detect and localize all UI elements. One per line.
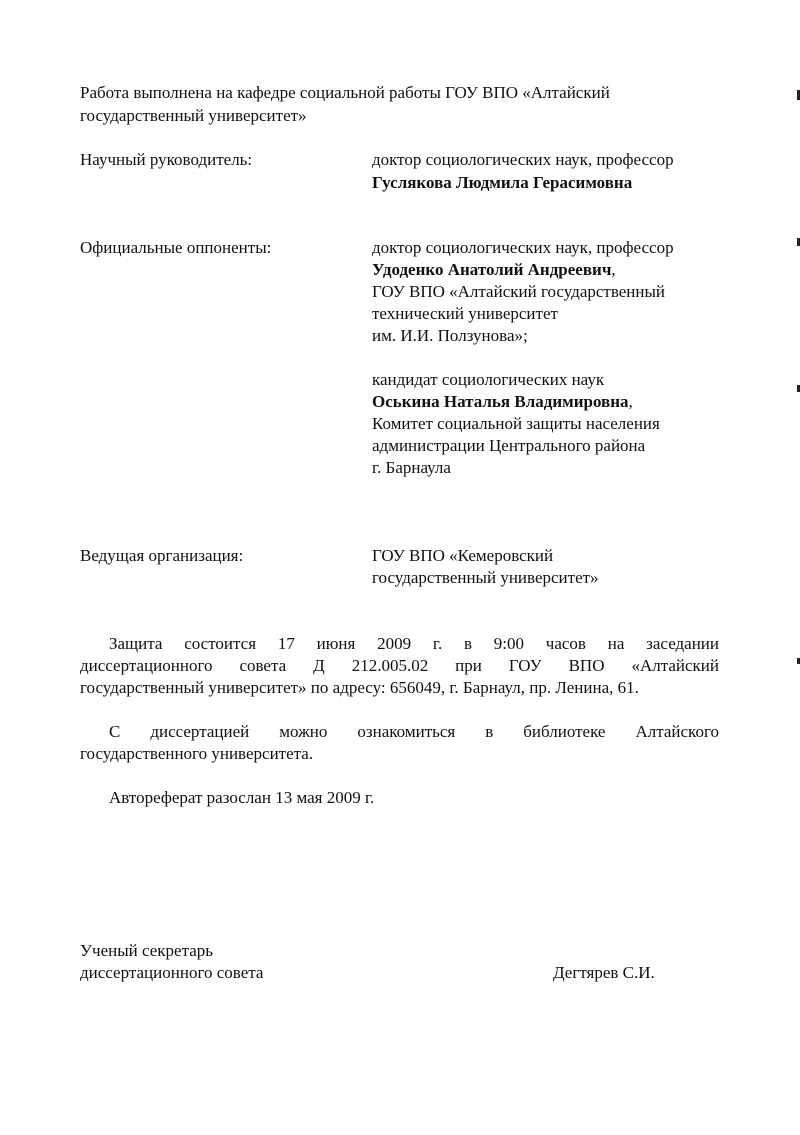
opponent-1-org-line-2: технический университет <box>372 304 558 323</box>
opponent-2-org-line-1: Комитет социальной защиты населения <box>372 414 660 433</box>
supervisor-label: Научный руководитель: <box>80 150 253 169</box>
intro-line-2: государственный университет» <box>80 106 307 125</box>
leading-org-label: Ведущая организация: <box>80 546 244 565</box>
defense-line-3: государственный университет» по адресу: 656049, г. Барнаул, пр. Ленина, 61. <box>80 678 639 697</box>
opponent-2-name: Оськина Наталья Владимировна <box>372 392 629 411</box>
opponent-2-name-suffix: , <box>628 392 633 411</box>
opponent-2-org-line-3: г. Барнаула <box>372 458 451 477</box>
opponent-1-degree: доктор социологических наук, профессор <box>372 238 674 257</box>
secretary-title-line-1: Ученый секретарь <box>80 941 214 960</box>
opponent-1-org-line-1: ГОУ ВПО «Алтайский государственный <box>372 282 666 301</box>
opponent-1-name-suffix: , <box>611 260 616 279</box>
opponent-1-name-line <box>372 259 616 281</box>
opponent-2-org-line-2: администрации Центрального района <box>372 436 646 455</box>
sent-date: Автореферат разослан 13 мая 2009 г. <box>109 788 375 807</box>
secretary-name: Дегтярев С.И. <box>553 963 655 982</box>
opponent-2-name-line <box>372 391 633 413</box>
opponent-1-name: Удоденко Анатолий Андреевич <box>372 260 612 279</box>
supervisor-name: Гуслякова Людмила Герасимовна <box>372 173 633 192</box>
supervisor-degree: доктор социологических наук, профессор <box>372 150 674 169</box>
defense-line-2: диссертационного совета Д 212.005.02 при ГОУ ВПО «Алтайский <box>80 656 719 675</box>
opponent-1-org-line-3: им. И.И. Ползунова»; <box>372 326 528 345</box>
intro-line-1: Работа выполнена на кафедре социальной работы ГОУ ВПО «Алтайский <box>80 83 610 102</box>
secretary-title-line-2: диссертационного совета <box>80 963 264 982</box>
opponents-label: Официальные оппоненты: <box>80 238 272 257</box>
defense-line-1: Защита состоится 17 июня 2009 г. в 9:00 часов на заседании <box>109 634 719 653</box>
library-line-1: С диссертацией можно ознакомиться в библиотеке Алтайского <box>109 722 719 741</box>
library-line-2: государственного университета. <box>80 744 314 763</box>
opponent-2-degree: кандидат социологических наук <box>372 370 605 389</box>
leading-org-line-1: ГОУ ВПО «Кемеровский <box>372 546 554 565</box>
leading-org-line-2: государственный университет» <box>372 568 599 587</box>
